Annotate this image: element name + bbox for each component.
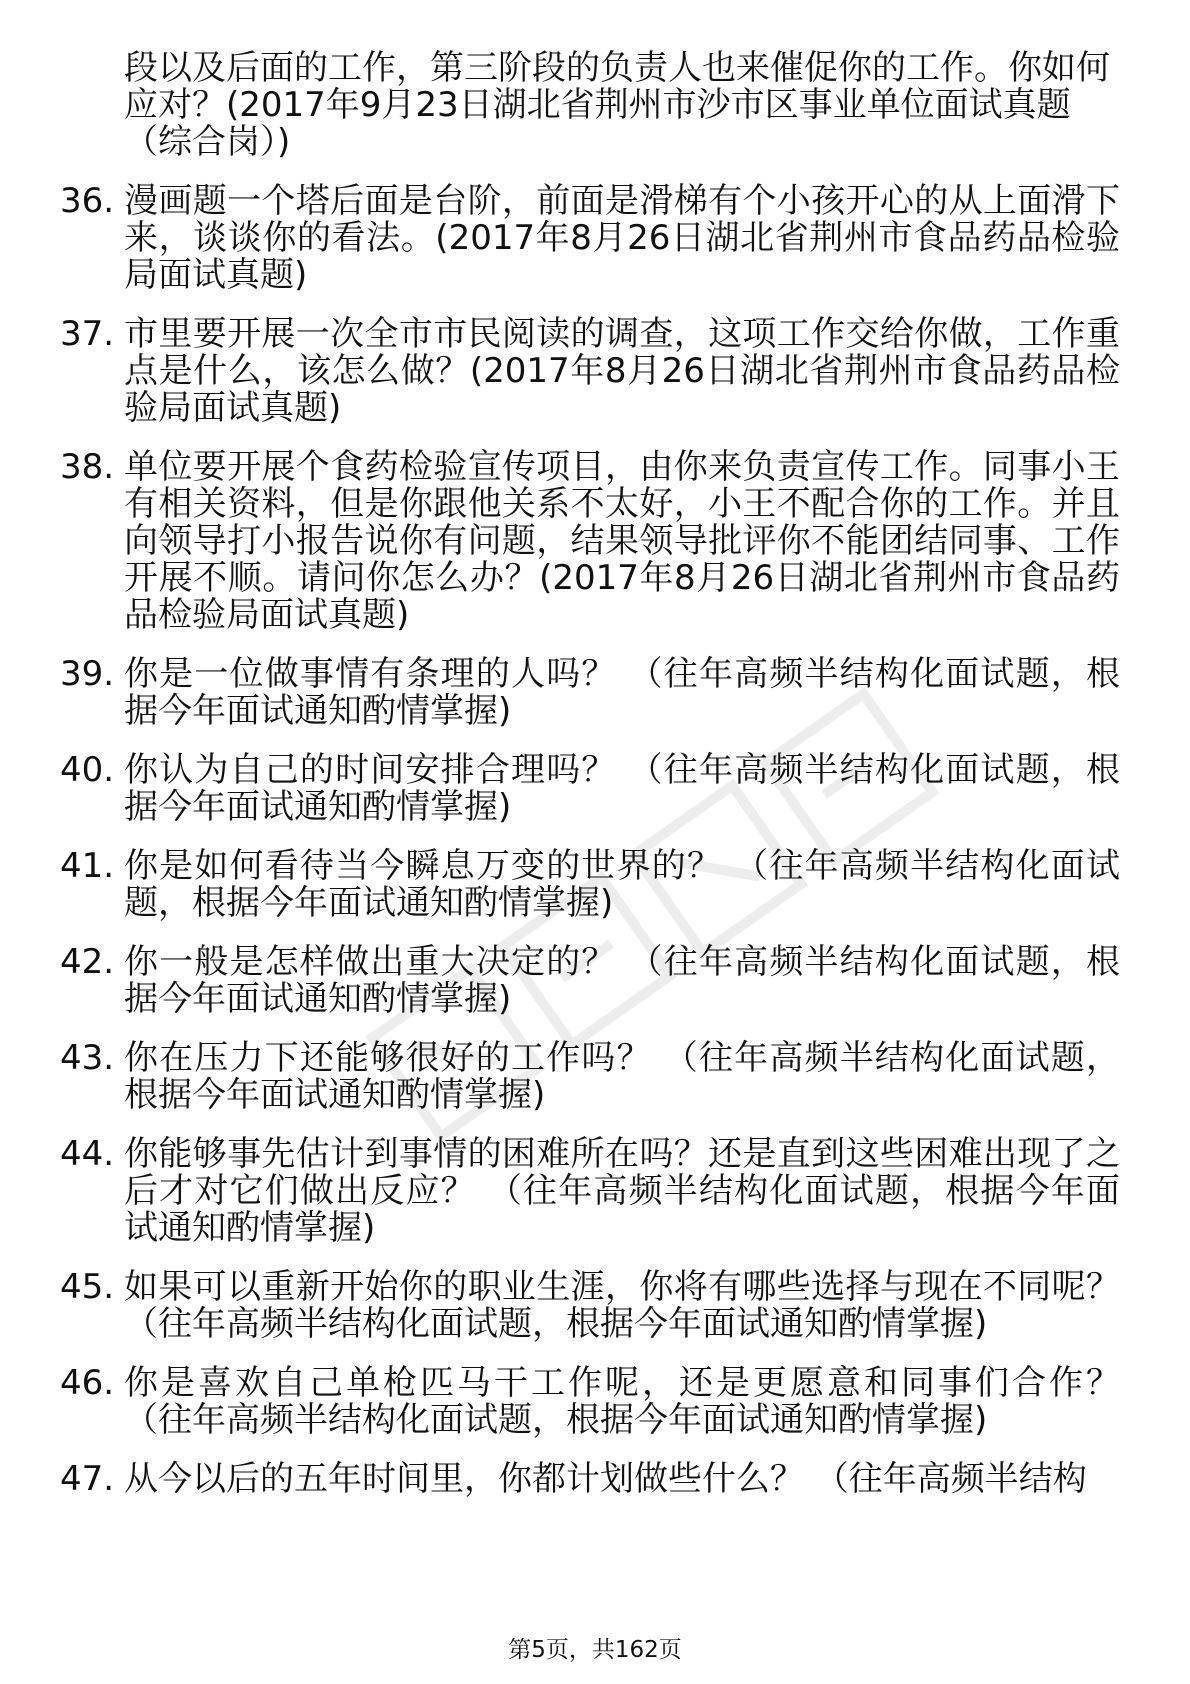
question-item <box>60 1040 1120 1114</box>
continued-question-text: 段以及后面的工作，第三阶段的负责人也来催促你的工作。你如何应对？(2017年9月23日湖北省荆州市沙市区事业单位面试真题（综合岗）) <box>124 48 1110 162</box>
question-number: 47. <box>60 1459 115 1499</box>
question-item <box>60 316 1120 427</box>
question-item <box>60 1269 1120 1343</box>
question-text: 你在压力下还能够很好的工作吗？ （往年高频半结构化面试题，根据今年面试通知酌情掌握) <box>124 1038 1120 1115</box>
question-number: 41. <box>60 846 115 886</box>
page-footer: 第5页，共162页 <box>508 1637 682 1663</box>
question-text: 你是如何看待当今瞬息万变的世界的？ （往年高频半结构化面试题，根据今年面试通知酌情掌握) <box>124 846 1120 923</box>
question-item <box>60 449 1120 634</box>
question-text: 你是喜欢自己单枪匹马干工作呢，还是更愿意和同事们合作？ （往年高频半结构化面试题，根据今年面试通知酌情掌握) <box>124 1363 1120 1440</box>
question-number: 39. <box>60 654 115 694</box>
question-item <box>60 944 1120 1018</box>
question-text: 单位要开展个食药检验宣传项目，由你来负责宣传工作。同事小王有相关资料，但是你跟他关系不太好，小王不配合你的工作。并且向领导打小报告说你有问题，结果领导批评你不能团结同事、工作开展不顺。请问你怎么办？(2017年8月26日湖北省荆州市食品药品检验局面试真题) <box>124 447 1120 635</box>
question-item <box>60 183 1120 294</box>
question-item <box>60 752 1120 826</box>
question-item <box>60 1136 1120 1247</box>
question-number: 46. <box>60 1363 115 1403</box>
question-item <box>60 1461 1120 1498</box>
question-number: 45. <box>60 1267 115 1307</box>
question-number: 36. <box>60 181 115 221</box>
document-body <box>60 50 1120 1520</box>
question-item <box>60 848 1120 922</box>
question-number: 38. <box>60 447 115 487</box>
question-text: 市里要开展一次全市市民阅读的调查，这项工作交给你做，工作重点是什么，该怎么做？(2017年8月26日湖北省荆州市食品药品检验局面试真题) <box>124 314 1120 428</box>
question-number: 37. <box>60 314 115 354</box>
question-item <box>60 1365 1120 1439</box>
question-text: 如果可以重新开始你的职业生涯，你将有哪些选择与现在不同呢？ （往年高频半结构化面试题，根据今年面试通知酌情掌握) <box>124 1267 1120 1344</box>
question-text: 你认为自己的时间安排合理吗？ （往年高频半结构化面试题，根据今年面试通知酌情掌握) <box>124 750 1120 827</box>
question-number: 43. <box>60 1038 115 1078</box>
question-text: 你能够事先估计到事情的困难所在吗？还是直到这些困难出现了之后才对它们做出反应？ （往年高频半结构化面试题，根据今年面试通知酌情掌握) <box>124 1134 1120 1248</box>
question-text: 从今以后的五年时间里，你都计划做些什么？ （往年高频半结构 <box>124 1459 1087 1499</box>
question-number: 40. <box>60 750 115 790</box>
question-number: 44. <box>60 1134 115 1174</box>
question-number: 42. <box>60 942 115 982</box>
question-text: 你是一位做事情有条理的人吗？ （往年高频半结构化面试题，根据今年面试通知酌情掌握) <box>124 654 1120 731</box>
question-text: 漫画题一个塔后面是台阶，前面是滑梯有个小孩开心的从上面滑下来，谈谈你的看法。(2017年8月26日湖北省荆州市食品药品检验局面试真题) <box>124 181 1120 295</box>
question-item <box>60 656 1120 730</box>
question-text: 你一般是怎样做出重大决定的？ （往年高频半结构化面试题，根据今年面试通知酌情掌握) <box>124 942 1120 1019</box>
